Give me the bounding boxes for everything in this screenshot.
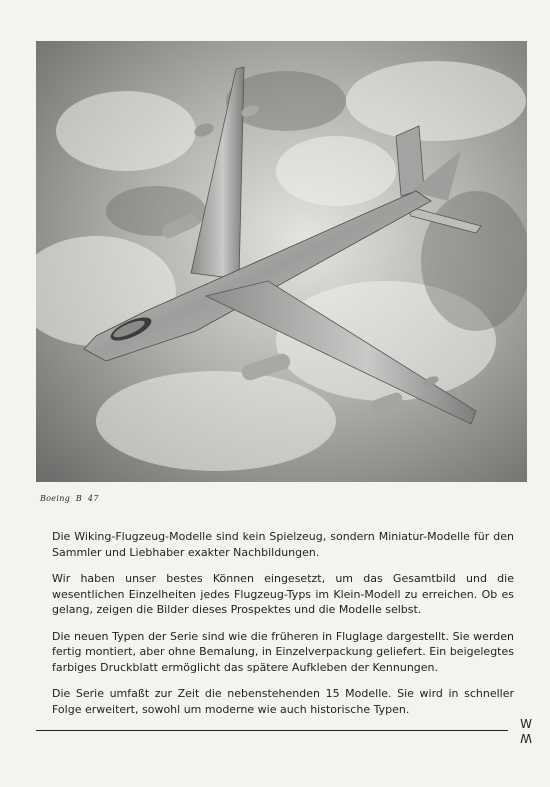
wiking-logo (516, 717, 536, 745)
footer-rule (36, 730, 508, 731)
paragraph-4: Die Serie umfaßt zur Zeit die nebenstehenden 15 Modelle. Sie wird in schneller Folge erweitert, sowohl um moderne wie auch historische Typen. (52, 687, 514, 716)
photo-caption: Boeing B 47 (40, 494, 99, 503)
aircraft-photo (36, 41, 527, 482)
logo-letter-bottom: W (520, 731, 532, 745)
paragraph-3: Die neuen Typen der Serie sind wie die früheren in Fluglage dargestellt. Sie werden fertig montiert, aber ohne Bemalung, in Einzelverpackung geliefert. Ein beigelegtes farbiges Druckblatt ermöglicht das spätere Aufkleben der Kennungen. (52, 629, 514, 674)
boeing-b47-model-image (36, 41, 527, 482)
paragraph-1: Die Wiking-Flugzeug-Modelle sind kein Spielzeug, sondern Miniatur-Modelle für den Sammler und Liebhaber exakter Nachbildungen. (52, 530, 514, 559)
body-text (52, 529, 514, 728)
logo-letter-top: W (520, 717, 532, 731)
paragraph-2: Wir haben unser bestes Können eingesetzt, um das Gesamtbild und die wesentlichen Einzelheiten jedes Flugzeug-Typs im Klein-Modell zu erreichen. Ob es gelang, zeigen die Bilder dieses Prospektes und die Modelle selbst. (52, 572, 514, 616)
